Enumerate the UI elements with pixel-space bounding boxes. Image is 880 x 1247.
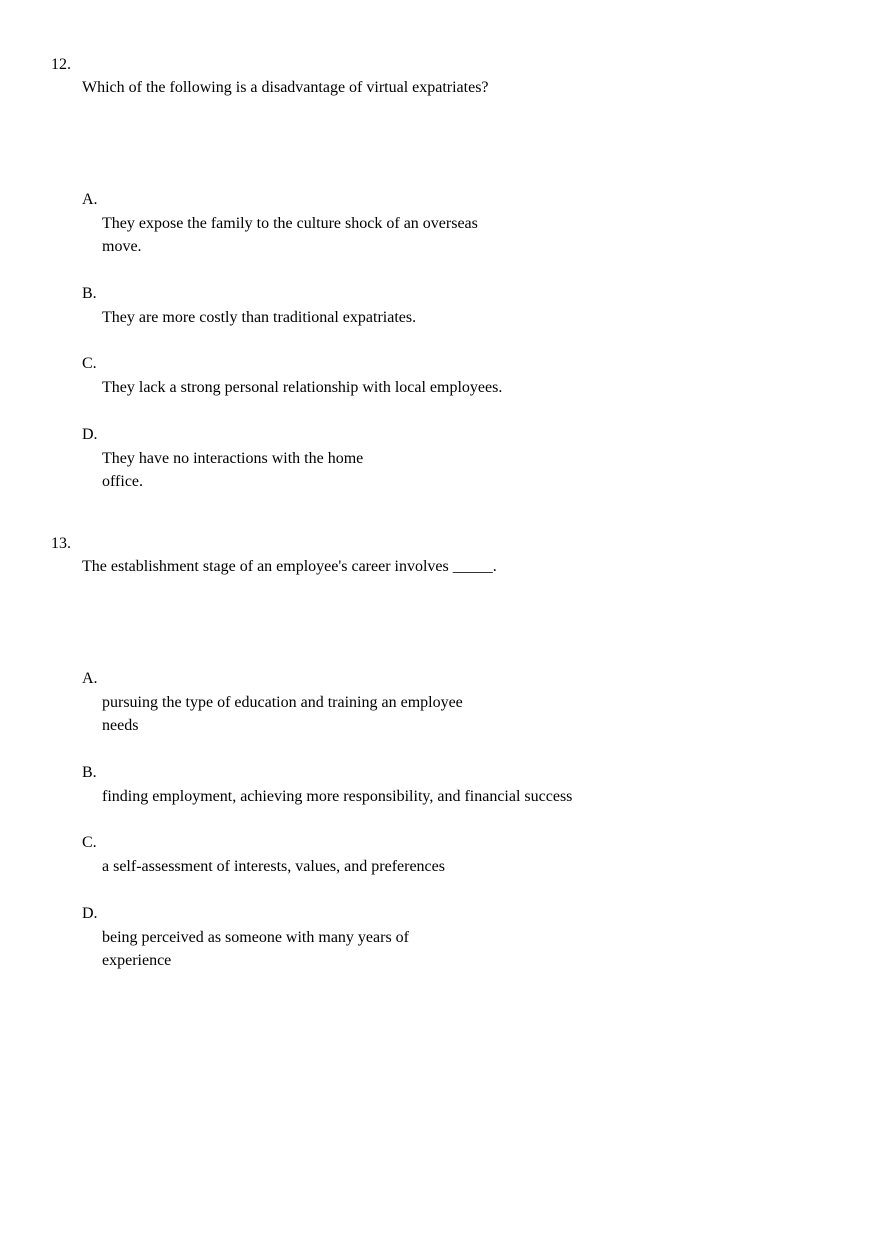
choice-letter: C. — [82, 355, 97, 372]
choice-letter: D. — [82, 426, 98, 443]
choice-line: pursuing the type of education and training an employee — [102, 694, 463, 711]
choice-letter: D. — [82, 905, 98, 922]
choice-letter: A. — [82, 670, 98, 687]
choice-line: They lack a strong personal relationship with local employees. — [102, 379, 503, 396]
choice-text — [102, 306, 416, 329]
choice-text — [102, 447, 363, 493]
choice-text — [102, 376, 502, 399]
question-number: 12. — [51, 56, 71, 73]
choice-letter: A. — [82, 191, 98, 208]
choice-line: experience — [102, 952, 172, 969]
choice-text — [102, 855, 445, 878]
choice-letter: B. — [82, 285, 97, 302]
choice-text — [102, 785, 572, 808]
question-text: Which of the following is a disadvantage of virtual expatriates? — [82, 79, 489, 96]
question-text: The establishment stage of an employee's career involves _____. — [82, 558, 497, 575]
choice-line: They have no interactions with the home — [102, 450, 364, 467]
choice-line: finding employment, achieving more responsibility, and financial success — [102, 788, 573, 805]
choice-line: move. — [102, 238, 142, 255]
choice-letter: C. — [82, 834, 97, 851]
question-number: 13. — [51, 535, 71, 552]
choice-line: needs — [102, 717, 139, 734]
choice-line: being perceived as someone with many years of — [102, 929, 410, 946]
choice-letter: B. — [82, 764, 97, 781]
choice-text — [102, 691, 463, 737]
choice-text — [102, 926, 409, 972]
choice-text — [102, 212, 478, 258]
choice-line: office. — [102, 473, 144, 490]
choice-line: They are more costly than traditional expatriates. — [102, 309, 417, 326]
choice-line: a self-assessment of interests, values, and preferences — [102, 858, 445, 875]
choice-line: They expose the family to the culture shock of an overseas — [102, 215, 478, 232]
